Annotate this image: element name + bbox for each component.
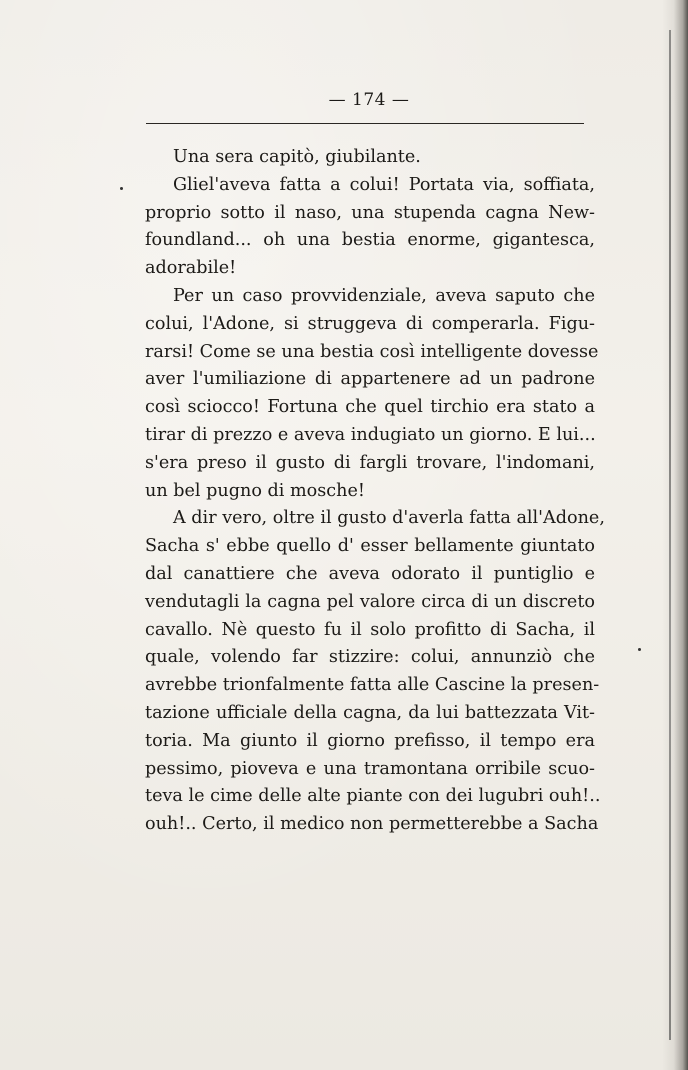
text-line: Una sera capitò, giubilante.	[173, 147, 421, 167]
text-line: adorabile!	[145, 258, 237, 279]
text-line: teva le cime delle alte piante con dei lugubri ouh!..	[145, 786, 601, 807]
text-line: pessimo, pioveva e una tramontana orribile scuo-	[145, 758, 595, 779]
page-number: — 174 —	[328, 90, 410, 110]
text-line: proprio sotto il naso, una stupenda cagna New-	[145, 202, 595, 223]
text-line: Per un caso provvidenziale, aveva saputo che	[173, 285, 595, 306]
page-edge-shadow	[662, 0, 688, 1070]
text-line: quale, volendo far stizzire: colui, annunziò che	[145, 647, 595, 668]
speck	[638, 648, 641, 651]
body-text	[145, 144, 605, 839]
text-line: tirar di prezzo e aveva indugiato un giorno. E lui...	[145, 424, 596, 445]
text-line: ouh!.. Certo, il medico non permetterebbe a Sacha	[145, 814, 599, 835]
text-line: tazione ufficiale della cagna, da lui battezzata Vit-	[145, 702, 595, 723]
text-line: Sacha s' ebbe quello d' esser bellamente giuntato	[145, 536, 595, 557]
text-line: foundland... oh una bestia enorme, gigantesca,	[145, 230, 595, 251]
text-line: Gliel'aveva fatta a colui! Portata via, soffiata,	[173, 174, 595, 195]
paragraph	[145, 144, 595, 172]
text-line: un bel pugno di mosche!	[145, 480, 365, 501]
text-line: s'era preso il gusto di fargli trovare, l'indomani,	[145, 452, 595, 473]
paragraph	[145, 172, 595, 283]
text-line: cavallo. Nè questo fu il solo profitto di Sacha, il	[145, 619, 595, 640]
text-line: colui, l'Adone, si struggeva di comperarla. Figu-	[145, 313, 595, 334]
paragraph	[145, 505, 605, 839]
text-line: aver l'umiliazione di appartenere ad un padrone	[145, 369, 595, 390]
text-line: così sciocco! Fortuna che quel tirchio era stato a	[145, 397, 595, 418]
text-line: avrebbe trionfalmente fatta alle Cascine la presen-	[145, 675, 600, 696]
speck	[120, 187, 123, 190]
text-line: A dir vero, oltre il gusto d'averla fatta all'Adone,	[173, 508, 605, 529]
text-line: dal canattiere che aveva odorato il puntiglio e	[145, 563, 595, 584]
paragraph	[145, 283, 599, 505]
text-line: rarsi! Come se una bestia così intelligente dovesse	[145, 341, 599, 362]
text-line: vendutagli la cagna pel valore circa di un discreto	[145, 591, 595, 612]
page-edge-line	[669, 30, 671, 1040]
text-line: toria. Ma giunto il giorno prefisso, il tempo era	[145, 730, 595, 751]
header-rule	[146, 123, 584, 124]
